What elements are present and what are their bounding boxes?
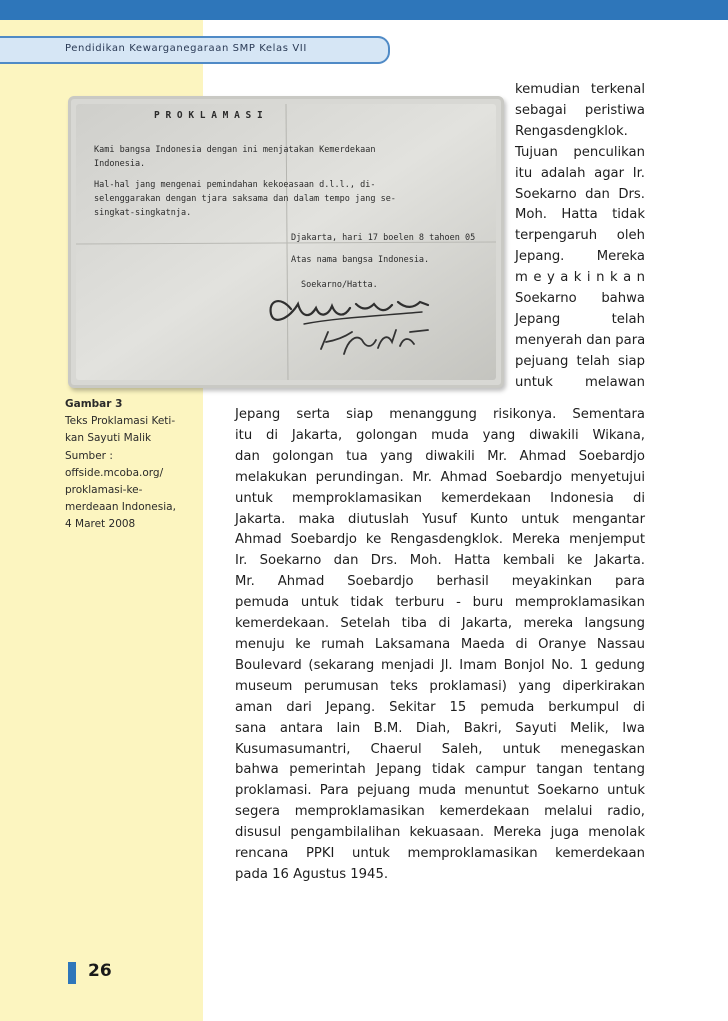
text-line: Soekarno bahwa [515,291,645,307]
text-line: disusul pengambilalihan kekuasaan. Mereka juga menolak [235,825,645,841]
text-line: aman dari Jepang. Sekitar 15 pemuda berkumpul di [235,699,645,715]
doc-line: Kami bangsa Indonesia dengan ini menjatakan Kemerdekaan [94,145,376,155]
running-title: Pendidikan Kewarganegaraan SMP Kelas VII [65,43,307,54]
page-number-marker [68,962,76,984]
text-line: rencana PPKI untuk memproklamasikan kemerdekaan [235,846,645,862]
text-line: proklamasi. Para pejuang muda menuntut Soekarno untuk [235,783,645,799]
page-number: 26 [88,961,112,981]
text-line: itu adalah agar Ir. [515,165,645,181]
text-line: museum perumusan teks proklamasi) yang diperkirakan [235,678,645,694]
text-line: sana antara lain B.M. Diah, Bakri, Sayuti Melik, Iwa [235,720,645,736]
proklamasi-document-image [76,104,496,380]
text-line: untuk melawan [515,374,645,390]
figure-caption [65,396,200,534]
doc-line: Atas nama bangsa Indonesia. [291,255,430,265]
text-line: Soekarno dan Drs. [515,186,645,202]
caption-line: offside.mcoba.org/ [65,466,164,479]
text-line: Jepang serta siap menanggung risikonya. Sementara [235,407,645,422]
text-line: Rengasdengklok. [515,123,628,139]
caption-line: Teks Proklamasi Keti- [65,415,176,428]
text-line: pemuda untuk tidak terburu - buru memproklamasikan [235,595,645,611]
text-line: itu di Jakarta, golongan muda yang diwakili Wikana, [235,427,645,443]
text-line: terpengaruh oleh [515,228,645,244]
proklamasi-photo [68,96,504,388]
text-line: pejuang telah siap [515,353,645,369]
text-line: bahwa pemerintah Jepang tidak campur tangan tentang [235,762,645,778]
text-line: menyerah dan para [515,332,646,348]
text-line: pada 16 Agustus 1945. [235,866,389,882]
text-line: kemudian terkenal [515,82,645,97]
text-line: Moh. Hatta tidak [515,207,645,223]
text-line: Jakarta. maka diutuslah Yusuf Kunto untuk mengantar [235,511,645,527]
text-line: melakukan perundingan. Mr. Ahmad Soebardjo menyetujui [235,469,645,485]
caption-line: proklamasi-ke- [65,484,143,497]
doc-line: selenggarakan dengan tjara saksama dan dalam tempo jang se- [94,194,396,204]
doc-line: Soekarno/Hatta. [301,280,378,290]
text-line: Ir. Soekarno dan Drs. Moh. Hatta kembali ke Jakarta. [235,553,645,569]
doc-line: Hal-hal jang mengenai pemindahan kekoeasaan d.l.l., di- [94,180,376,190]
text-line: Jepang telah [515,311,645,327]
doc-line: Djakarta, hari 17 boelen 8 tahoen 05 [291,233,476,243]
text-line: m e y a k i n k a n [515,270,645,286]
doc-title: P R O K L A M A S I [154,110,263,121]
text-line: Boulevard (sekarang menjadi Jl. Imam Bonjol No. 1 gedung [235,657,645,673]
text-line: Kusumasumantri, Chaerul Saleh, untuk menegaskan [235,741,645,757]
caption-title: Gambar 3 [65,398,123,410]
text-line: Mr. Ahmad Soebardjo berhasil meyakinkan para [235,574,645,590]
top-color-bar [0,0,728,20]
text-line: kemerdekaan. Setelah tiba di Jakarta, mereka langsung [235,616,645,632]
text-line: Tujuan penculikan [515,144,645,160]
body-text-wide [235,405,645,886]
text-line: Ahmad Soebardjo ke Rengasdengklok. Mereka menjemput [235,532,645,548]
caption-line: kan Sayuti Malik [65,432,152,445]
body-text-narrow [515,80,645,394]
text-line: untuk memproklamasikan kemerdekaan Indonesia di [235,490,645,506]
text-line: menuju ke rumah Laksamana Maeda di Oranye Nassau [235,636,645,652]
doc-line: singkat-singkatnja. [94,208,192,218]
text-line: sebagai peristiwa [515,102,645,118]
text-line: Jepang. Mereka [515,249,645,265]
doc-line: Indonesia. [94,159,146,169]
text-line: segera memproklamasikan kemerdekaan melalui radio, [235,804,645,820]
text-line: dan golongan tua yang diwakili Mr. Ahmad Soebardjo [235,448,645,464]
caption-line: Sumber : [65,449,113,462]
caption-line: 4 Maret 2008 [65,518,136,531]
caption-line: merdeaan Indonesia, [65,501,176,514]
